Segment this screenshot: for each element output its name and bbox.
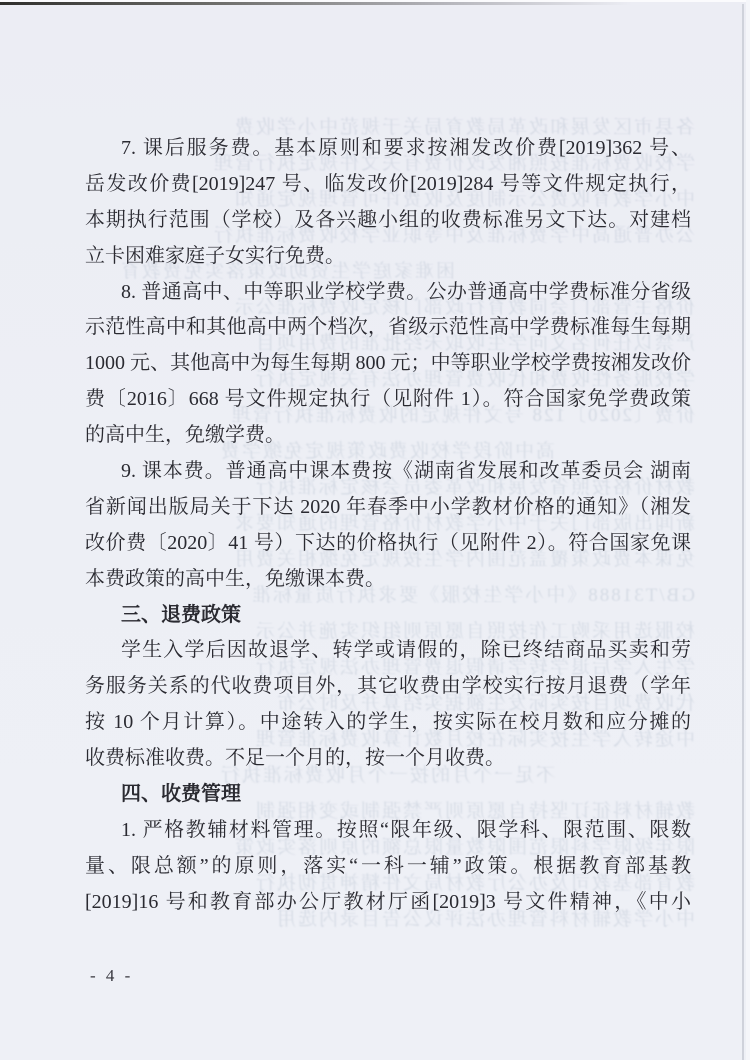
text-line: 岳发改价费[2019]247 号、临发改价[2019]284 号等文件规定执行， [85,172,691,195]
bleedthrough-line: 中小学教辅材料管理办法评议公告目录内选用 [274,909,695,928]
bleedthrough-line: 公办普通高中学费标准及中等职业学校收费标准执行 [211,225,695,244]
text-line: 立卡困难家庭子女实行免费。 [85,244,345,267]
text-line: 1. 严格教辅材料管理。按照“限年级、限学科、限范围、限数 [121,818,691,841]
bleedthrough-line: 高中阶段学校收费政策规定免缴学费 [218,441,555,460]
bleedthrough-line: 学生入学后退学转学请假退费管理办法规定执行 [253,657,695,676]
text-line: 收费标准收费。不足一个月的，按一个月收费。 [85,747,505,770]
bleedthrough-line: 校服选用采购工作按照自愿原则组织实施并公示 [253,621,695,640]
bleedthrough-line: 不足一个月的按一个月收费标准执行 [218,765,555,784]
bleedthrough-line: 学校服务性收费和代收费管理办法有关规定执行 [253,369,695,388]
text-line: 示范性高中和其他高中两个档次，省级示范性高中学费标准每生每期 [85,316,691,339]
bleedthrough-line: 新闻出版部门关于中小学教材价格管理的通知要求 [232,513,695,532]
text-line: 省新闻出版局关于下达 2020 年春季中小学教材价格的通知》（湘发 [85,495,691,518]
bleedthrough-line: 代收费项目按实际发生额据实结算并及时公布 [274,693,695,712]
text-line: 1000 元、其他高中为每生每期 800 元；中等职业学校学费按湘发改价 [85,352,691,375]
bleedthrough-line: 严禁以任何名义向学生收取未经批准的费用项目 [253,333,695,352]
bleedthrough-line: 中小学教育收费公示制度及收费许可管理规定通知 [232,189,695,208]
text-line: 本期执行范围（学校）及各兴趣小组的收费标准另文下达。对建档 [85,208,691,231]
text-line: 9. 课本费。普通高中课本费按《湖南省发展和改革委员会 湖南 [121,460,691,483]
text-line: 8. 普通高中、中等职业学校学费。公办普通高中学费标准分省级 [121,280,691,303]
bleedthrough-line: 限年级限学科限范围限数量限总额的原则落实政策 [232,837,695,856]
bleedthrough-line: 价格主管部门会同教育行政部门核定收费标准公示 [232,297,695,316]
section-heading: 三、退费政策 [121,603,241,626]
text-line: 本费政策的高中生，免缴课本费。 [85,567,385,590]
bleedthrough-line: 教材价格按照省发展和改革委员会核定标准执行 [253,477,695,496]
bleedthrough-line: 各县市区发展和改革局教育局关于规范中小学收费 [232,117,695,136]
text-line: 的高中生，免缴学费。 [85,424,285,447]
bleedthrough-line: 中途转入学生按实际在校月数计算收费标准管理 [253,729,695,748]
page-number: - 4 - [90,966,134,985]
text-line: [2019]16 号和教育部办公厅教材厅函[2019]3 号文件精神，《中小 [85,890,691,913]
bleedthrough-line: 教辅材料征订坚持自愿原则严禁强制或变相强制 [253,801,695,820]
bleedthrough-line: 困难家庭学生资助政策落实免费教育 [118,261,455,280]
document-text-block [85,131,691,921]
bleedthrough-line: 教育部基教司及办公厅教材局文件精神贯彻执行 [253,873,695,892]
section-heading: 四、收费管理 [121,783,241,806]
text-line: 改价费〔2020〕41 号）下达的价格执行（见附件 2）。符合国家免课 [85,531,691,554]
text-line: 按 10 个月计算）。中途转入的学生，按实际在校月数和应分摊的 [85,711,691,734]
text-line: 费〔2016〕668 号文件规定执行（见附件 1）。符合国家免学费政策 [85,388,691,411]
bleedthrough-line: GB/T31888《中小学生校服》要求执行质量标准 [250,585,695,604]
text-line: 量、限总额”的原则，落实“一科一辅”政策。根据教育部基教 [85,854,691,877]
text-line: 学生入学后因故退学、转学或请假的，除已终结商品买卖和劳 [121,639,691,662]
bleedthrough-line: 学校收费标准按照湘发改价费有关文件规定执行管理 [211,153,695,172]
bleedthrough-line: 价费〔2020〕128 号文件规定的收费标准执行管理 [229,405,695,424]
text-line: 7. 课后服务费。基本原则和要求按湘发改价费[2019]362 号、 [121,137,691,159]
bleedthrough-line: 免课本费政策覆盖范围内学生按规定免缴相关费用 [232,549,695,568]
text-line: 务服务关系的代收费项目外，其它收费由学校实行按月退费（学年 [85,675,691,698]
